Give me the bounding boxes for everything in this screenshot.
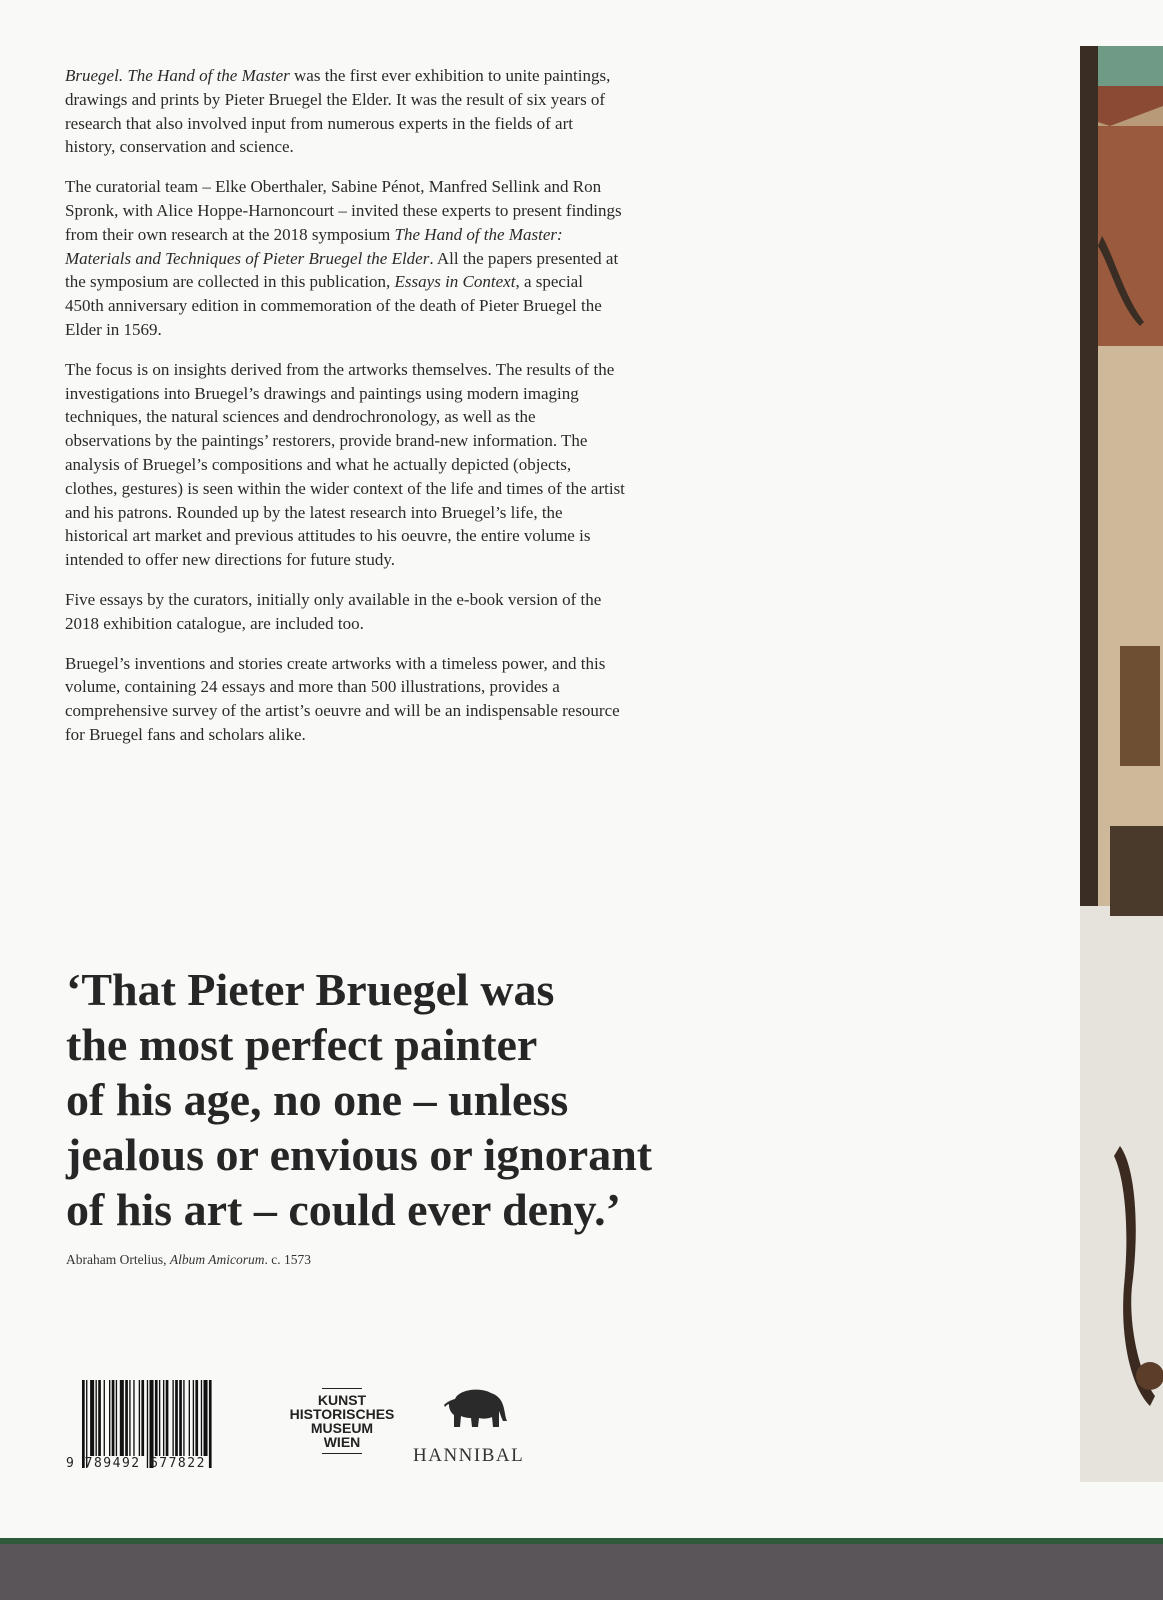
khm-line: MUSEUM (310, 1420, 374, 1436)
paragraph-2 (65, 175, 625, 342)
paragraph-1-text: was the first ever exhibition to unite paintings, drawings and prints by Pieter Bruegel the Elder. It was the result of six years of research that also involved input from numerous experts in the fields of art history, conservation and science. (65, 66, 611, 157)
barcode-bar (109, 1380, 110, 1456)
paragraph-2-e: , a special 450th anniversary edition in commemoration of the death of Pieter Bruegel the Elder in 1569. (65, 272, 602, 339)
barcode-bar (104, 1380, 105, 1456)
quote-line: the most perfect painter (66, 1019, 538, 1070)
paragraph-2-c: . All the papers presented at the symposium are collected in this publication, (65, 248, 619, 292)
barcode (82, 1380, 254, 1468)
barcode-bar (86, 1380, 87, 1468)
background-surface (0, 1544, 1163, 1600)
barcode-bar (98, 1380, 101, 1456)
quote-attribution (66, 1252, 311, 1268)
cover-painting-edge (1080, 46, 1163, 1482)
barcode-bar (155, 1380, 158, 1456)
barcode-bar (139, 1380, 140, 1456)
paragraph-2-a: The curatorial team – Elke Oberthaler, Sabine Pénot, Manfred Sellink and Ron Spronk, with Alice Hoppe-Harnoncourt – invited these experts to present findings from their own research at the 2018 symposium (65, 177, 622, 244)
paragraph-5: Bruegel’s inventions and stories create artworks with a timeless power, and this volume, containing 24 essays and more than 500 illustrations, provides a comprehensive survey of the artist’s oeuvre and will be an indispensable resource for Bruegel fans and scholars alike. (65, 653, 620, 744)
barcode-bar (201, 1380, 202, 1456)
khm-line: HISTORISCHES (289, 1406, 395, 1422)
quote-line: ‘That Pieter Bruegel was (66, 964, 555, 1015)
quote-line: of his age, no one – unless (66, 1074, 569, 1125)
barcode-bar (150, 1380, 154, 1468)
quote-line: of his art – could ever deny.’ (66, 1184, 621, 1235)
barcode-bar (129, 1380, 130, 1456)
attribution-date: . c. 1573 (264, 1252, 311, 1267)
publication-title: Essays in Context (394, 272, 516, 292)
barcode-bar (204, 1380, 208, 1456)
publisher-name: HANNIBAL (413, 1445, 525, 1466)
symposium-title: The Hand of the Master: Materials and Techniques of Pieter Bruegel the Elder (65, 224, 563, 268)
barcode-bar (163, 1380, 164, 1456)
attribution-work: Album Amicorum (169, 1252, 265, 1267)
attribution-name: Abraham Ortelius, (66, 1252, 170, 1267)
description-text (65, 64, 625, 763)
exhibition-title: Bruegel. The Hand of the Master (65, 66, 290, 85)
barcode-bar (141, 1380, 144, 1456)
barcode-bar (175, 1380, 178, 1456)
isbn-number: 9 789492 677822 (66, 1456, 206, 1471)
barcode-bar (82, 1380, 85, 1468)
barcode-bar (193, 1380, 194, 1456)
barcode-bar (195, 1380, 198, 1456)
khm-line: WIEN (323, 1434, 361, 1450)
barcode-bar (147, 1380, 148, 1468)
paragraph-1 (65, 64, 625, 159)
barcode-bar (116, 1380, 117, 1456)
barcode-bar (159, 1380, 160, 1456)
barcode-bar (133, 1380, 134, 1456)
paragraph-4: Five essays by the curators, initially only available in the e-book version of the 2018 exhibition catalogue, are included too. (65, 589, 602, 633)
barcode-bar (172, 1380, 173, 1456)
khm-line: KUNST (317, 1392, 367, 1408)
khm-logo (280, 1388, 404, 1454)
barcode-bar (120, 1380, 124, 1456)
paragraph-3: The focus is on insights derived from the artworks themselves. The results of the investigations into Bruegel’s drawings and paintings using modern imaging techniques, the natural sciences and dendrochronology, as well as the observations by the paintings’ restorers, provide brand-new information. The analysis of Bruegel’s compositions and what he actually depicted (objects, clothes, gestures) is seen within the wider context of the life and times of the artist and his patrons. Rounded up by the latest research into Bruegel’s life, the historical art market and previous attitudes to his oeuvre, the entire volume is intended to offer new directions for future study. (65, 359, 625, 570)
barcode-bar (183, 1380, 184, 1456)
barcode-bar (96, 1380, 97, 1456)
elephant-logo-icon (443, 1385, 511, 1431)
barcode-bar (125, 1380, 128, 1456)
barcode-bar (189, 1380, 190, 1456)
barcode-bar (166, 1380, 169, 1456)
pull-quote (66, 962, 866, 1237)
quote-line: jealous or envious or ignorant (66, 1129, 653, 1180)
barcode-bar (179, 1380, 182, 1456)
barcode-bar (209, 1380, 212, 1468)
barcode-bar (90, 1380, 94, 1456)
barcode-bar (112, 1380, 115, 1456)
